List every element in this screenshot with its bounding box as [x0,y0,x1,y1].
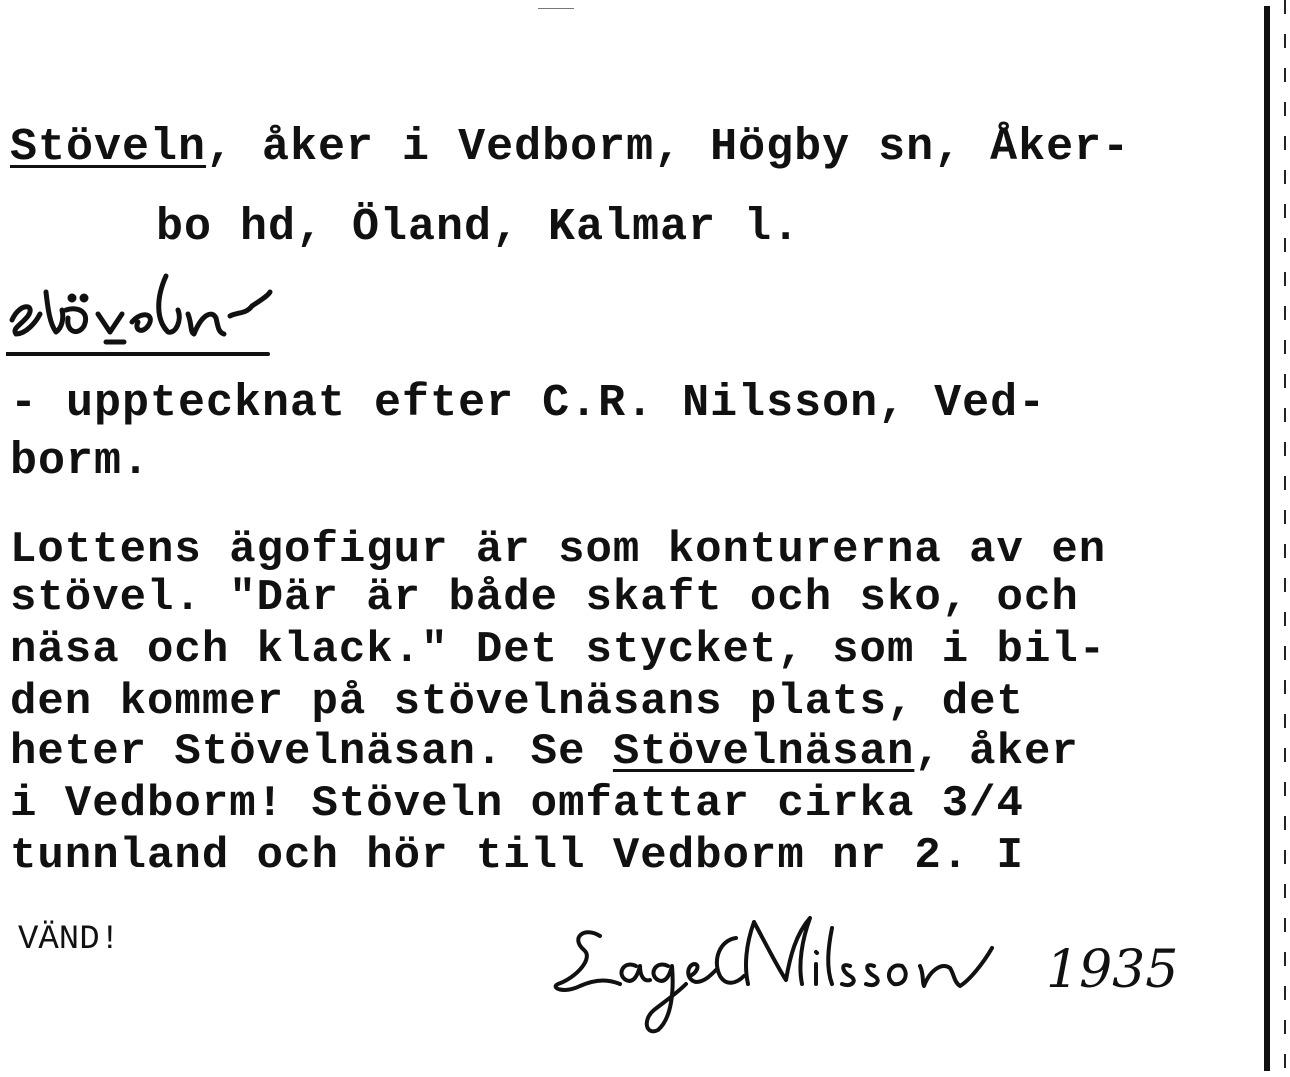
entry-heading [10,122,1130,174]
source-line-cont: borm. [10,436,151,487]
body-line: den kommer på stövelnäsans plats, det [10,677,1024,727]
place-name: Stöveln [10,122,207,173]
body-text: , åker [914,727,1079,777]
body-line: tunnland och hör till Vedborm nr 2. I [10,831,1024,881]
handwritten-signature [540,900,1020,1060]
body-line: näsa och klack." Det stycket, som i bil- [10,625,1107,675]
body-text: heter Stövelnäsan. Se [10,727,613,777]
turn-over-note: VÄND! [18,921,121,959]
body-line: i Vedborm! Stöveln omfattar cirka 3/4 [10,779,1024,829]
heading-details: , åker i Vedborm, Högby sn, Åker- [206,122,1131,173]
scan-border [1284,0,1286,1077]
body-line: stövel. "Där är både skaft och sko, och [10,573,1079,623]
card-edge [1264,6,1270,1071]
phonetic-transcription [6,262,276,362]
scan-mark [538,8,574,9]
source-line: - upptecknat efter C.R. Nilsson, Ved- [10,378,1047,429]
body-line: Lottens ägofigur är som konturerna av en [10,525,1107,575]
cross-reference: Stövelnäsan [612,727,915,777]
year: 1935 [1046,940,1179,1000]
body-line [10,726,1079,778]
entry-heading-cont: bo hd, Öland, Kalmar l. [156,202,801,253]
